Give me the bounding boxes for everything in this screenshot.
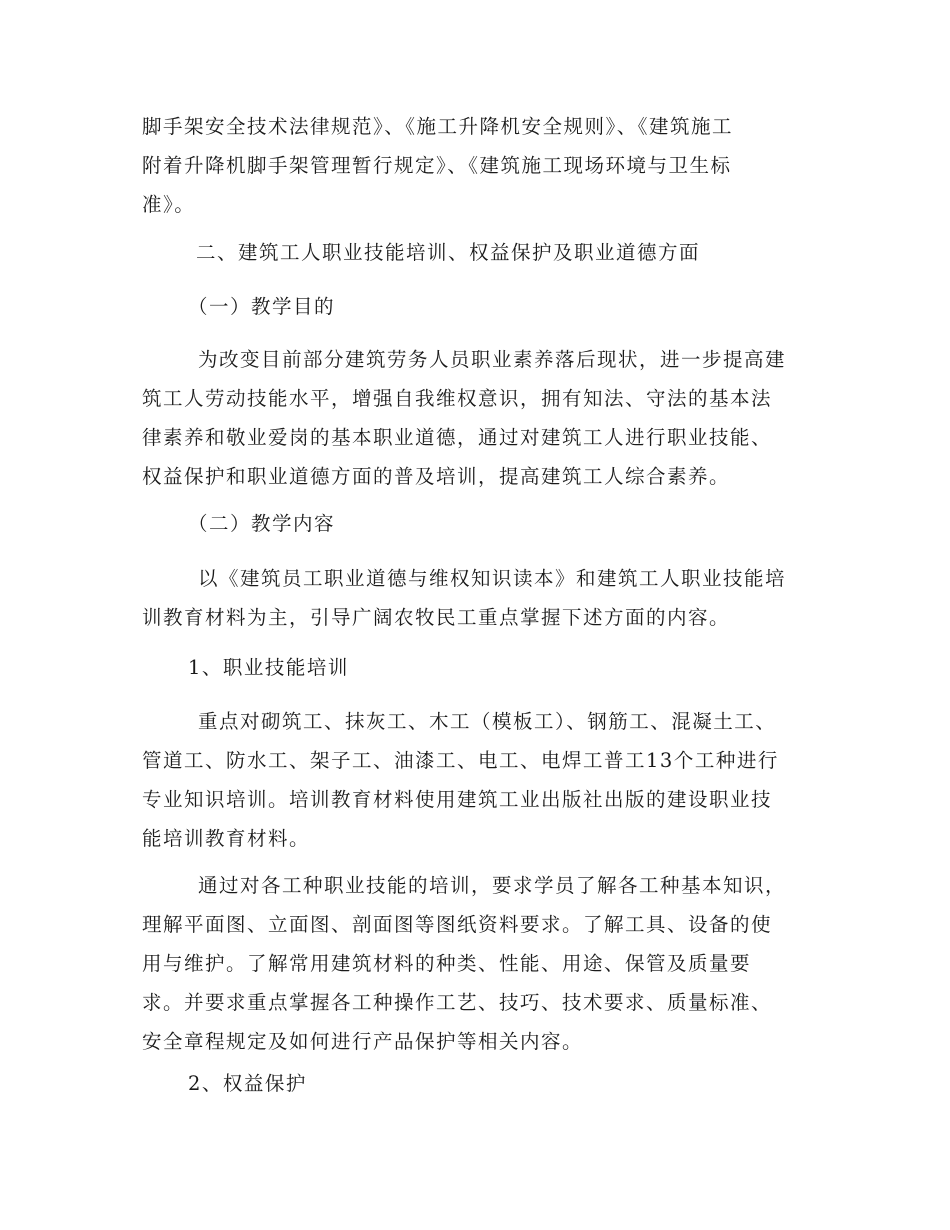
text-line: 权益保护和职业道德方面的普及培训，提高建筑工人综合素养。 xyxy=(142,465,731,488)
paragraph-skills-training xyxy=(142,705,822,855)
subsection-heading: （二）教学内容 xyxy=(188,512,336,535)
text-line: 用与维护。了解常用建筑材料的种类、性能、用途、保管及质量要 xyxy=(142,952,752,975)
text-line: 准》。 xyxy=(142,193,196,216)
text-line: 能培训教育材料。 xyxy=(142,827,311,850)
text-line: 专业知识培训。培训教育材料使用建筑工业出版社出版的建设职业技 xyxy=(142,788,773,811)
text-line: 筑工人劳动技能水平，增强自我维权意识，拥有知法、守法的基本法 xyxy=(142,387,773,410)
paragraph-continuation xyxy=(142,110,822,221)
paragraph-teaching-content xyxy=(142,562,822,634)
item-heading: 1、职业技能培训 xyxy=(188,656,349,679)
paragraph-training-requirements xyxy=(142,869,822,1058)
text-line: 理解平面图、立面图、剖面图等图纸资料要求。了解工具、设备的使 xyxy=(142,913,773,936)
text-line: 安全章程规定及如何进行产品保护等相关内容。 xyxy=(142,1030,584,1053)
text-line: 脚手架安全技术法律规范》、《施工升降机安全规则》、《建筑施工 xyxy=(142,115,734,138)
text-line: 训教育材料为主，引导广阔农牧民工重点掌握下述方面的内容。 xyxy=(142,606,731,629)
text-line: 重点对砌筑工、抹灰工、木工（模板工）、钢筋工、混凝土工、 xyxy=(198,710,777,733)
text-line: 律素养和敬业爱岗的基本职业道德，通过对建筑工人进行职业技能、 xyxy=(142,426,773,449)
text-line: 通过对各工种职业技能的培训，要求学员了解各工种基本知识， xyxy=(198,874,787,897)
section-heading: 二、建筑工人职业技能培训、权益保护及职业道德方面 xyxy=(196,241,701,264)
text-line: 求。并要求重点掌握各工种操作工艺、技巧、技术要求、质量标准、 xyxy=(142,991,773,1014)
text-line: 以《建筑员工职业道德与维权知识读本》和建筑工人职业技能培 xyxy=(198,567,787,590)
text-line: 为改变目前部分建筑劳务人员职业素养落后现状，进一步提高建 xyxy=(198,348,787,371)
item-heading: 2、权益保护 xyxy=(188,1072,307,1095)
subsection-heading: （一）教学目的 xyxy=(188,295,336,318)
paragraph-teaching-purpose xyxy=(142,343,822,493)
text-line: 管道工、防水工、架子工、油漆工、电工、电焊工普工13个工种进行 xyxy=(142,749,779,772)
text-line: 附着升降机脚手架管理暂行规定》、《建筑施工现场环境与卫生标 xyxy=(142,154,732,177)
